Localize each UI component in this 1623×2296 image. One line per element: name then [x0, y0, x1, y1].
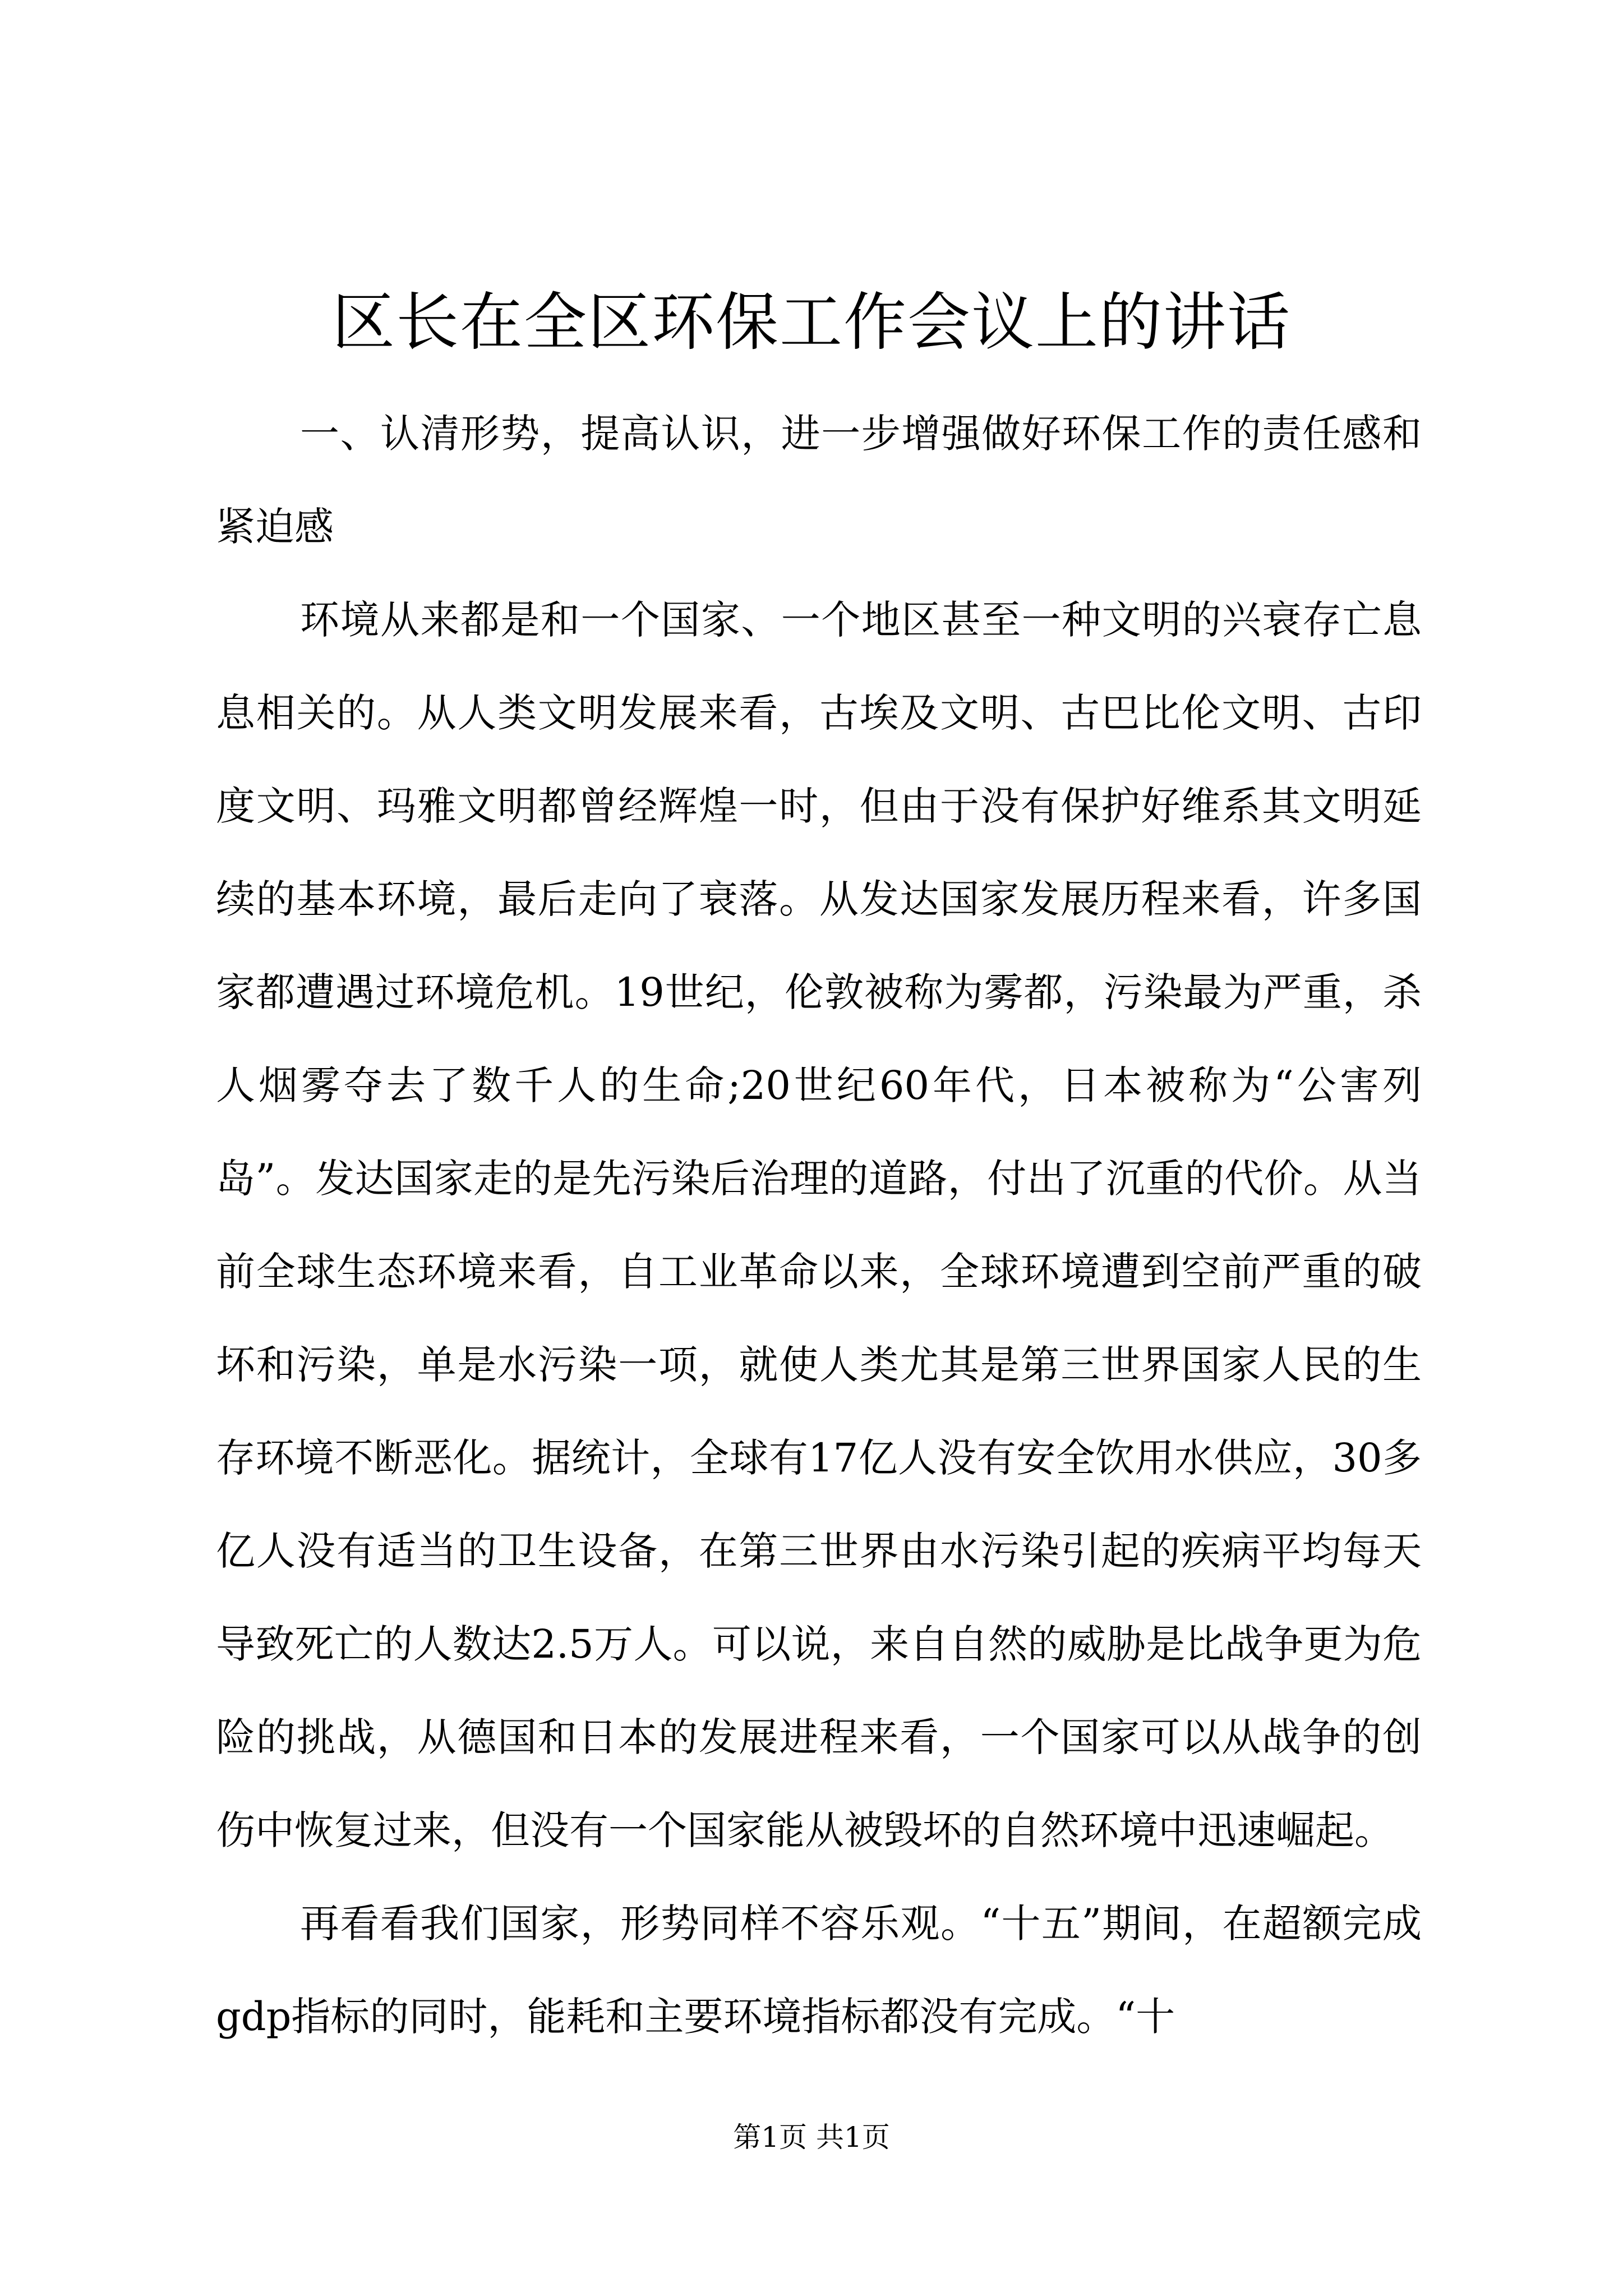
section-heading: 一、认清形势，提高认识，进一步增强做好环保工作的责任感和紧迫感 [216, 411, 1422, 550]
page-footer: 第1页 共1页 [733, 2121, 890, 2154]
document-title: 区长在全区环保工作会议上的讲话 [332, 286, 1291, 359]
body-paragraph: 再看看我们国家，形势同样不容乐观。“十五”期间，在超额完成gdp指标的同时，能耗和主要环境指标都没有完成。“十 [216, 1901, 1422, 2040]
document-body [216, 387, 1422, 2063]
body-paragraph: 环境从来都是和一个国家、一个地区甚至一种文明的兴衰存亡息息相关的。从人类文明发展来看，古埃及文明、古巴比伦文明、古印度文明、玛雅文明都曾经辉煌一时，但由于没有保护好维系其文明延续的基本环境，最后走向了衰落。从发达国家发展历程来看，许多国家都遭遇过环境危机。19世纪，伦敦被称为雾都，污染最为严重，杀人烟雾夺去了数千人的生命;20世纪60年代，日本被称为“公害列岛”。发达国家走的是先污染后治理的道路，付出了沉重的代价。从当前全球生态环境来看，自工业革命以来，全球环境遭到空前严重的破坏和污染，单是水污染一项，就使人类尤其是第三世界国家人民的生存环境不断恶化。据统计，全球有17亿人没有安全饮用水供应，30多亿人没有适当的卫生设备，在第三世界由水污染引起的疾病平均每天导致死亡的人数达2.5万人。可以说，来自自然的威胁是比战争更为危险的挑战，从德国和日本的发展进程来看，一个国家可以从战争的创伤中恢复过来，但没有一个国家能从被毁坏的自然环境中迅速崛起。 [216, 597, 1422, 1853]
